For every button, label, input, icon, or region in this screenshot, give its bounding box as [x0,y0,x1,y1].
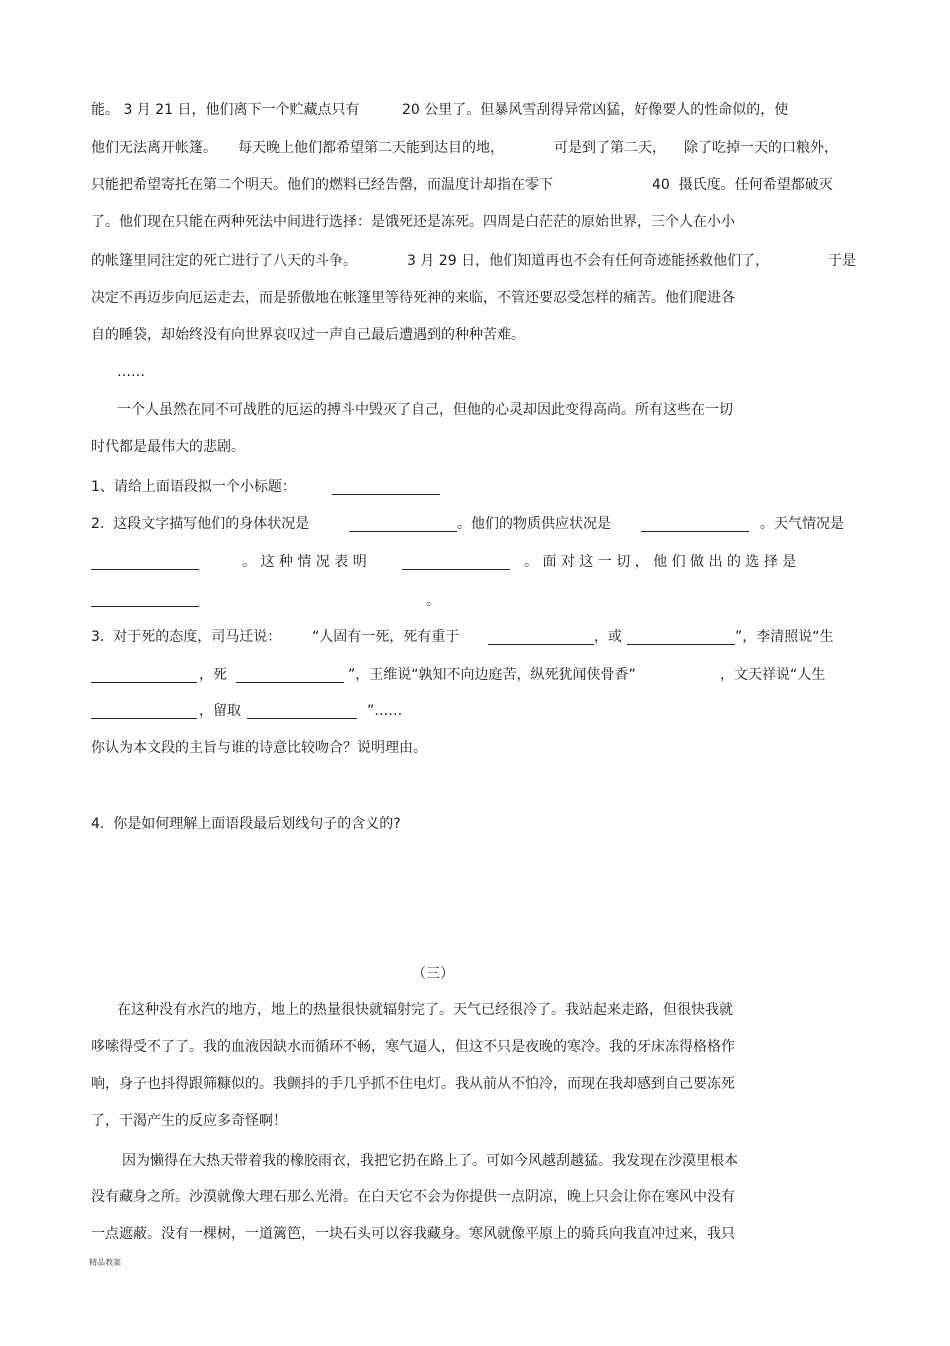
question-3-text-e: ，死 [199,667,227,683]
question-2-text-d: 。 这 种 情 况 表 明 [242,554,367,570]
section-3-p2-line-1: 因为懒得在大热天带着我的橡胶雨衣，我把它扔在路上了。可如今风越刮越猛。我发现在沙漠里根本 [122,1153,738,1169]
passage-line-5c: 于是 [828,253,856,269]
question-4: 4. 你是如何理解上面语段最后划线句子的含义的? [91,816,401,832]
question-2-text-c: 。天气情况是 [760,516,844,532]
question-3-blank-3[interactable] [91,682,197,683]
question-3-text-b: “人固有一死，死有重于 [312,629,460,645]
question-2-text-b: 。他们的物质供应状况是 [457,516,611,532]
section-3-p1-line-2: 哆嗦得受不了了。我的血液因缺水而循环不畅，寒气逼人，但这不只是夜晚的寒冷。我的牙床冻得格格作 [91,1039,735,1055]
question-3-blank-4[interactable] [236,682,344,683]
question-2-blank-body[interactable] [349,531,457,532]
section-3-p2-line-3: 一点遮蔽。没有一棵树，一道篱笆，一块石头可以容我藏身。寒风就像平原上的骑兵向我直冲过来，我只 [91,1226,735,1242]
passage-line-9: 时代都是最伟大的悲剧。 [91,439,245,455]
question-2-text-a: 2. 这段文字描写他们的身体状况是 [91,516,310,532]
question-3-text-f: ”，王维说“孰知不向边庭苦，纵死犹闻侠骨香” [348,667,636,683]
question-3-text-a: 3. 对于死的态度，司马迁说： [91,629,282,645]
question-2-text-e: 。 面 对 这 一 切 ， 他 们 做 出 的 选 择 是 [524,554,797,570]
question-2-text-f: 。 [426,593,440,609]
passage-line-1a: 能。 3 月 21 日，他们离下一个贮藏点只有 [91,102,360,118]
passage-line-6: 决定不再迈步向厄运走去，而是骄傲地在帐篷里等待死神的来临，不管还要忍受怎样的痛苦。他们爬进各 [91,290,735,306]
question-3-text-c: ，或 [594,629,622,645]
question-3-blank-1[interactable] [488,644,594,645]
question-3-text-h: ，留取 [199,703,241,719]
passage-line-3a: 只能把希望寄托在第二个明天。他们的燃料已经告罄，而温度计却指在零下 [91,177,553,193]
question-2-blank-indicates[interactable] [402,569,510,570]
passage-line-2a: 他们无法离开帐篷。 [91,140,217,156]
question-3-prompt: 你认为本文段的主旨与谁的诗意比较吻合？说明理由。 [91,740,427,756]
question-1-blank[interactable] [332,494,440,495]
section-3-heading: （三） [412,966,454,982]
question-3-text-d: ”，李清照说“生 [735,629,834,645]
question-3-blank-2[interactable] [627,644,735,645]
question-2-blank-choice[interactable] [91,606,199,607]
passage-line-8: 一个人虽然在同不可战胜的厄运的搏斗中毁灭了自己，但他的心灵却因此变得高尚。所有这些在一切 [117,402,733,418]
passage-ellipsis: …… [117,364,145,380]
section-3-p2-line-2: 没有藏身之所。沙漠就像大理石那么光滑。在白天它不会为你提供一点阴凉，晚上只会让你在寒风中没有 [91,1189,735,1205]
passage-line-1b: 20 公里了。但暴风雪刮得异常凶猛，好像要人的性命似的，使 [402,102,789,118]
question-2-blank-supply[interactable] [641,531,749,532]
passage-line-2d: 除了吃掉一天的口粮外， [684,140,838,156]
page-footer: 精品教案 [89,1258,121,1267]
question-3-blank-5[interactable] [91,718,197,719]
section-3-p1-line-1: 在这种没有水汽的地方，地上的热量很快就辐射完了。天气已经很冷了。我站起来走路，但很快我就 [117,1002,733,1018]
section-3-p1-line-3: 响，身子也抖得跟筛糠似的。我颤抖的手几乎抓不住电灯。我从前从不怕冷，而现在我却感到自己要冻死 [91,1076,735,1092]
question-3-blank-6[interactable] [247,718,357,719]
passage-line-5a: 的帐篷里同注定的死亡进行了八天的斗争。 [91,253,357,269]
question-1-label: 1、请给上面语段拟一个小标题： [91,479,296,495]
passage-line-2b: 每天晚上他们都希望第二天能到达目的地， [238,140,504,156]
passage-line-4: 了。他们现在只能在两种死法中间进行选择：是饿死还是冻死。四周是白茫茫的原始世界，三个人在小小 [91,214,735,230]
question-3-text-i: ”…… [367,703,403,719]
question-2-blank-weather[interactable] [91,569,199,570]
passage-line-5b: 3 月 29 日，他们知道再也不会有任何奇迹能拯救他们了， [407,253,770,269]
passage-line-2c: 可是到了第二天， [554,140,666,156]
section-3-p1-line-4: 了，干渴产生的反应多奇怪啊！ [91,1113,287,1129]
passage-line-7: 自的睡袋，却始终没有向世界哀叹过一声自己最后遭遇到的种种苦难。 [91,327,525,343]
passage-line-3b: 40 摄氏度。任何希望都破灭 [652,177,833,193]
question-3-text-g: ，文天祥说“人生 [720,667,826,683]
